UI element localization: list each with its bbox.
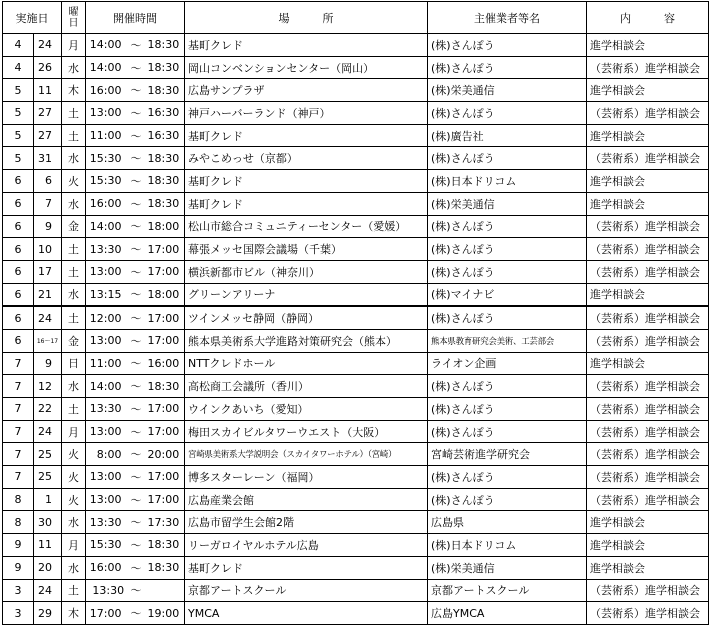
row-day: 24 [34, 420, 62, 443]
row-organizer: (株)さんぽう [428, 102, 587, 125]
row-content: 進学相談会 [587, 511, 709, 534]
row-start-time: 11:00 [86, 124, 128, 147]
row-weekday: 水 [62, 147, 86, 170]
row-venue: 幕張メッセ国際会議場（千葉） [185, 238, 428, 261]
row-end-time: 17:00 [145, 306, 185, 329]
row-organizer: (株)さんぽう [428, 306, 587, 329]
row-start-time: 13:00 [86, 420, 128, 443]
row-content: （芸術系）進学相談会 [587, 260, 709, 283]
row-end-time: 16:30 [145, 102, 185, 125]
row-time-separator: ～ [128, 352, 145, 375]
row-venue: 広島市留学生会館2階 [185, 511, 428, 534]
row-venue: 松山市総合コミュニティーセンター（愛媛） [185, 215, 428, 238]
row-content: （芸術系）進学相談会 [587, 375, 709, 398]
row-day: 16～17 [34, 329, 62, 352]
row-weekday: 水 [62, 375, 86, 398]
row-venue: NTTクレドホール [185, 352, 428, 375]
row-end-time: 18:00 [145, 215, 185, 238]
row-month: 8 [3, 511, 34, 534]
row-content: （芸術系）進学相談会 [587, 443, 709, 466]
row-time-separator: ～ [128, 34, 145, 57]
row-content: （芸術系）進学相談会 [587, 488, 709, 511]
row-weekday: 火 [62, 443, 86, 466]
row-content: 進学相談会 [587, 534, 709, 557]
header-weekday-text: 曜日 [68, 6, 79, 29]
row-time-separator: ～ [128, 488, 145, 511]
row-content: （芸術系）進学相談会 [587, 56, 709, 79]
table-row [3, 375, 709, 398]
row-weekday: 土 [62, 398, 86, 421]
row-month: 6 [3, 329, 34, 352]
row-start-time: 16:00 [86, 556, 128, 579]
row-day: 25 [34, 466, 62, 489]
row-weekday: 金 [62, 329, 86, 352]
row-organizer: (株)さんぽう [428, 260, 587, 283]
row-time-separator: ～ [128, 443, 145, 466]
row-start-time: 17:00 [86, 602, 128, 625]
row-start-time: 8:00 [86, 443, 128, 466]
row-venue: ツインメッセ静岡（静岡） [185, 306, 428, 329]
row-content: （芸術系）進学相談会 [587, 466, 709, 489]
row-day: 31 [34, 147, 62, 170]
row-day: 24 [34, 579, 62, 602]
table-row [3, 556, 709, 579]
row-start-time: 13:30 [86, 511, 128, 534]
row-organizer: (株)日本ドリコム [428, 534, 587, 557]
row-time-separator: ～ [128, 102, 145, 125]
row-time-separator: ～ [128, 170, 145, 193]
row-start-time: 13:00 [86, 260, 128, 283]
row-time-separator: ～ [128, 283, 145, 306]
row-content: 進学相談会 [587, 34, 709, 57]
row-month: 6 [3, 170, 34, 193]
row-content: 進学相談会 [587, 170, 709, 193]
row-content: （芸術系）進学相談会 [587, 215, 709, 238]
row-end-time: 18:30 [145, 192, 185, 215]
row-day: 24 [34, 34, 62, 57]
row-content: （芸術系）進学相談会 [587, 329, 709, 352]
row-start-time: 13:00 [86, 102, 128, 125]
row-month: 6 [3, 306, 34, 329]
row-content: （芸術系）進学相談会 [587, 147, 709, 170]
row-time-separator: ～ [128, 534, 145, 557]
row-venue: 宮崎県美術系大学説明会（スカイタワーホテル）（宮崎） [185, 443, 428, 466]
row-organizer: (株)廣告社 [428, 124, 587, 147]
header-venue: 場 所 [185, 2, 428, 34]
row-organizer: (株)さんぽう [428, 420, 587, 443]
row-day: 22 [34, 398, 62, 421]
table-row [3, 102, 709, 125]
schedule-body [3, 34, 709, 625]
row-end-time: 19:00 [145, 602, 185, 625]
table-row [3, 79, 709, 102]
row-weekday: 土 [62, 102, 86, 125]
row-month: 4 [3, 56, 34, 79]
row-venue: 岡山コンベンションセンター（岡山） [185, 56, 428, 79]
header-content: 内 容 [587, 2, 709, 34]
row-start-time: 12:00 [86, 306, 128, 329]
row-time-separator: ～ [128, 466, 145, 489]
row-organizer: (株)さんぽう [428, 375, 587, 398]
row-venue: 基町クレド [185, 556, 428, 579]
row-month: 6 [3, 283, 34, 306]
row-day: 25 [34, 443, 62, 466]
header-time: 開催時間 [86, 2, 185, 34]
table-row [3, 329, 709, 352]
row-time-separator: ～ [128, 260, 145, 283]
row-weekday: 月 [62, 534, 86, 557]
row-venue: 横浜新都市ビル（神奈川） [185, 260, 428, 283]
row-end-time: 18:30 [145, 56, 185, 79]
row-time-separator: ～ [128, 306, 145, 329]
row-organizer: 広島県 [428, 511, 587, 534]
row-day: 10 [34, 238, 62, 261]
table-row [3, 488, 709, 511]
row-month: 6 [3, 215, 34, 238]
row-day: 20 [34, 556, 62, 579]
table-row [3, 215, 709, 238]
row-venue: グリーンアリーナ [185, 283, 428, 306]
row-time-separator: ～ [128, 192, 145, 215]
row-organizer: (株)マイナビ [428, 283, 587, 306]
row-organizer: 宮崎芸術進学研究会 [428, 443, 587, 466]
row-start-time: 13:00 [86, 329, 128, 352]
row-day: 6 [34, 170, 62, 193]
row-weekday: 土 [62, 124, 86, 147]
row-month: 5 [3, 79, 34, 102]
row-weekday: 木 [62, 79, 86, 102]
row-day: 17 [34, 260, 62, 283]
table-row [3, 398, 709, 421]
row-time-separator: ～ [128, 556, 145, 579]
row-month: 3 [3, 579, 34, 602]
row-month: 5 [3, 102, 34, 125]
row-weekday: 金 [62, 215, 86, 238]
table-row [3, 124, 709, 147]
row-month: 7 [3, 466, 34, 489]
row-content: 進学相談会 [587, 556, 709, 579]
row-end-time: 18:30 [145, 170, 185, 193]
row-content: （芸術系）進学相談会 [587, 306, 709, 329]
row-start-time: 14:00 [86, 375, 128, 398]
row-organizer: (株)さんぽう [428, 147, 587, 170]
row-time-separator: ～ [128, 124, 145, 147]
row-month: 5 [3, 147, 34, 170]
row-venue: 博多スターレーン（福岡） [185, 466, 428, 489]
row-venue: 基町クレド [185, 192, 428, 215]
table-row [3, 579, 709, 602]
row-month: 6 [3, 260, 34, 283]
row-time-separator: ～ [128, 56, 145, 79]
row-time-separator: ～ [128, 238, 145, 261]
table-row [3, 443, 709, 466]
row-end-time: 17:00 [145, 466, 185, 489]
row-day: 29 [34, 602, 62, 625]
row-day: 27 [34, 102, 62, 125]
row-day: 7 [34, 192, 62, 215]
row-weekday: 木 [62, 602, 86, 625]
row-start-time: 13:30 [86, 238, 128, 261]
row-month: 9 [3, 556, 34, 579]
row-month: 9 [3, 534, 34, 557]
row-month: 4 [3, 34, 34, 57]
row-venue: リーガロイヤルホテル広島 [185, 534, 428, 557]
header-date: 実施日 [3, 2, 62, 34]
row-end-time: 17:00 [145, 238, 185, 261]
row-end-time: 18:00 [145, 283, 185, 306]
row-end-time: 18:30 [145, 79, 185, 102]
row-month: 7 [3, 398, 34, 421]
row-time-separator: ～ [128, 579, 145, 602]
row-day: 1 [34, 488, 62, 511]
row-content: 進学相談会 [587, 352, 709, 375]
row-venue: 基町クレド [185, 170, 428, 193]
row-weekday: 火 [62, 170, 86, 193]
row-start-time: 13:15 [86, 283, 128, 306]
row-content: （芸術系）進学相談会 [587, 238, 709, 261]
row-start-time: 11:00 [86, 352, 128, 375]
row-start-time: 15:30 [86, 534, 128, 557]
row-organizer: 京都アートスクール [428, 579, 587, 602]
row-month: 5 [3, 124, 34, 147]
row-day: 9 [34, 352, 62, 375]
row-start-time: 15:30 [86, 147, 128, 170]
row-weekday: 水 [62, 511, 86, 534]
row-end-time [145, 579, 185, 602]
table-row [3, 147, 709, 170]
table-row [3, 283, 709, 306]
table-row [3, 170, 709, 193]
row-content: 進学相談会 [587, 79, 709, 102]
table-row [3, 511, 709, 534]
row-venue: みやこめっせ（京都） [185, 147, 428, 170]
row-content: 進学相談会 [587, 192, 709, 215]
row-venue: 熊本県美術系大学進路対策研究会（熊本） [185, 329, 428, 352]
row-organizer: (株)さんぽう [428, 398, 587, 421]
row-start-time: 13:00 [86, 466, 128, 489]
row-day: 24 [34, 306, 62, 329]
row-end-time: 16:00 [145, 352, 185, 375]
row-organizer: (株)さんぽう [428, 56, 587, 79]
table-row [3, 306, 709, 329]
row-end-time: 17:00 [145, 488, 185, 511]
row-weekday: 土 [62, 260, 86, 283]
row-start-time: 13:30 [86, 579, 128, 602]
row-start-time: 16:00 [86, 79, 128, 102]
row-day: 12 [34, 375, 62, 398]
row-end-time: 17:00 [145, 329, 185, 352]
row-day: 30 [34, 511, 62, 534]
row-content: （芸術系）進学相談会 [587, 398, 709, 421]
header-weekday [62, 2, 86, 34]
row-content: 進学相談会 [587, 283, 709, 306]
row-venue: YMCA [185, 602, 428, 625]
row-weekday: 土 [62, 579, 86, 602]
row-month: 6 [3, 238, 34, 261]
row-day: 9 [34, 215, 62, 238]
row-organizer: (株)栄美通信 [428, 79, 587, 102]
row-time-separator: ～ [128, 79, 145, 102]
row-month: 8 [3, 488, 34, 511]
row-start-time: 13:30 [86, 398, 128, 421]
row-day: 11 [34, 534, 62, 557]
row-start-time: 14:00 [86, 215, 128, 238]
table-row [3, 260, 709, 283]
row-venue: 梅田スカイビルタワーウエスト（大阪） [185, 420, 428, 443]
row-content: （芸術系）進学相談会 [587, 579, 709, 602]
schedule-table [2, 1, 709, 625]
row-end-time: 18:30 [145, 34, 185, 57]
row-month: 7 [3, 352, 34, 375]
table-row [3, 352, 709, 375]
row-weekday: 水 [62, 192, 86, 215]
row-venue: 基町クレド [185, 34, 428, 57]
row-start-time: 14:00 [86, 56, 128, 79]
row-time-separator: ～ [128, 147, 145, 170]
row-month: 3 [3, 602, 34, 625]
row-time-separator: ～ [128, 511, 145, 534]
row-organizer: (株)さんぽう [428, 34, 587, 57]
header-row [3, 2, 709, 34]
row-organizer: (株)さんぽう [428, 488, 587, 511]
row-weekday: 水 [62, 556, 86, 579]
row-organizer: 熊本県教育研究会美術、工芸部会 [428, 329, 587, 352]
row-venue: 基町クレド [185, 124, 428, 147]
row-end-time: 18:30 [145, 556, 185, 579]
row-venue: 高松商工会議所（香川） [185, 375, 428, 398]
row-weekday: 土 [62, 238, 86, 261]
row-content: 進学相談会 [587, 124, 709, 147]
row-venue: 広島産業会館 [185, 488, 428, 511]
row-weekday: 水 [62, 283, 86, 306]
row-end-time: 18:30 [145, 147, 185, 170]
row-month: 6 [3, 192, 34, 215]
table-row [3, 192, 709, 215]
row-day: 26 [34, 56, 62, 79]
row-weekday: 水 [62, 56, 86, 79]
row-day: 21 [34, 283, 62, 306]
row-time-separator: ～ [128, 420, 145, 443]
table-row [3, 420, 709, 443]
row-time-separator: ～ [128, 375, 145, 398]
row-venue: 神戸ハーバーランド（神戸） [185, 102, 428, 125]
row-weekday: 火 [62, 466, 86, 489]
row-time-separator: ～ [128, 602, 145, 625]
table-row [3, 534, 709, 557]
row-content: （芸術系）進学相談会 [587, 420, 709, 443]
row-start-time: 15:30 [86, 170, 128, 193]
row-content: （芸術系）進学相談会 [587, 602, 709, 625]
row-organizer: (株)さんぽう [428, 215, 587, 238]
row-month: 7 [3, 375, 34, 398]
row-organizer: ライオン企画 [428, 352, 587, 375]
row-end-time: 18:30 [145, 375, 185, 398]
row-end-time: 17:30 [145, 511, 185, 534]
row-content: （芸術系）進学相談会 [587, 102, 709, 125]
row-weekday: 月 [62, 420, 86, 443]
row-time-separator: ～ [128, 215, 145, 238]
row-end-time: 18:30 [145, 534, 185, 557]
row-time-separator: ～ [128, 329, 145, 352]
table-row [3, 466, 709, 489]
row-weekday: 月 [62, 34, 86, 57]
row-month: 7 [3, 420, 34, 443]
row-end-time: 17:00 [145, 260, 185, 283]
table-row [3, 56, 709, 79]
header-organizer: 主催業者等名 [428, 2, 587, 34]
row-venue: 広島サンプラザ [185, 79, 428, 102]
row-venue: ウインクあいち（愛知） [185, 398, 428, 421]
row-venue: 京都アートスクール [185, 579, 428, 602]
row-organizer: 広島YMCA [428, 602, 587, 625]
table-row [3, 602, 709, 625]
row-month: 7 [3, 443, 34, 466]
row-end-time: 17:00 [145, 420, 185, 443]
row-end-time: 16:30 [145, 124, 185, 147]
row-weekday: 日 [62, 352, 86, 375]
row-start-time: 13:00 [86, 488, 128, 511]
row-organizer: (株)さんぽう [428, 466, 587, 489]
row-end-time: 17:00 [145, 398, 185, 421]
row-end-time: 20:00 [145, 443, 185, 466]
row-organizer: (株)さんぽう [428, 238, 587, 261]
table-row [3, 238, 709, 261]
row-start-time: 14:00 [86, 34, 128, 57]
table-row [3, 34, 709, 57]
row-time-separator: ～ [128, 398, 145, 421]
row-day: 27 [34, 124, 62, 147]
row-weekday: 土 [62, 306, 86, 329]
row-organizer: (株)日本ドリコム [428, 170, 587, 193]
row-organizer: (株)栄美通信 [428, 192, 587, 215]
row-weekday: 火 [62, 488, 86, 511]
row-day: 11 [34, 79, 62, 102]
row-start-time: 16:00 [86, 192, 128, 215]
row-organizer: (株)栄美通信 [428, 556, 587, 579]
